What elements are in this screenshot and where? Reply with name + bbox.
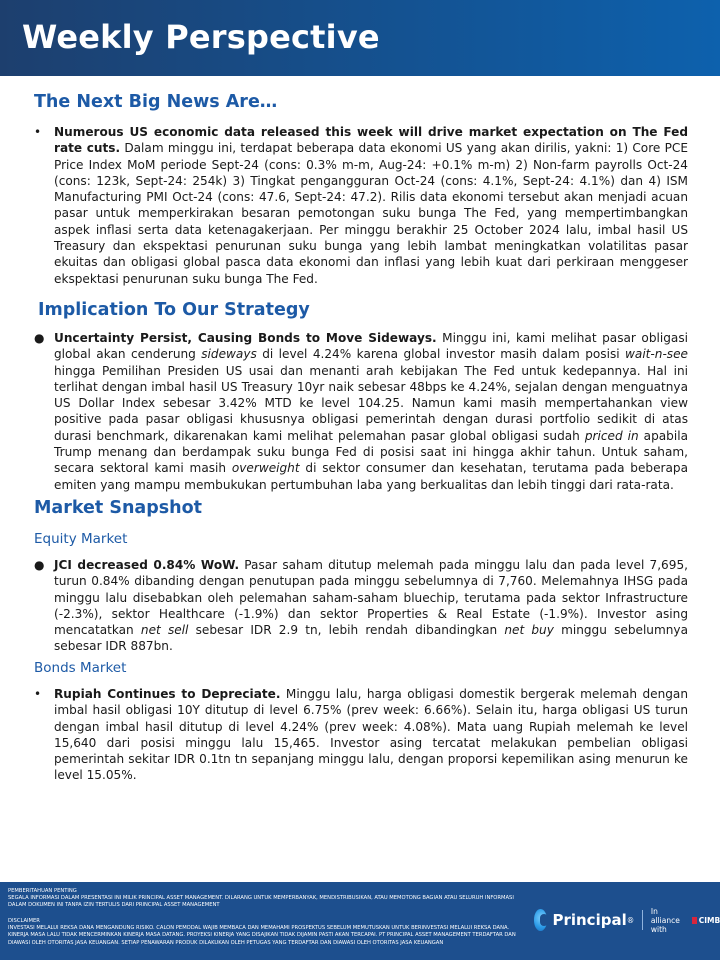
strategy-body-1: Minggu ini, kami melihat pasar obligasi global akan cenderung <box>54 331 688 362</box>
equity-lead: JCI decreased 0.84% WoW. <box>54 558 240 572</box>
bonds-body: Minggu lalu, harga obligasi domestik bergerak melemah dengan imbal hasil obligasi 10Y ditutup di level 6.75% (prev week: 6.66%). Selain itu, harga obligasi US turun dengan imbal hasil ditutup di level 4.24% (prev week: 4.08%). Mata uang Rupiah melemah ke level 15,640 dari posisi minggu lalu 15,465. Investor asing tercatat melakukan pembelian obligasi pemerintah sekitar IDR 0.1tn tn sepanjang minggu lalu, dengan proporsi kepemilikan asing menurun ke level 15.05%. <box>54 687 688 783</box>
bonds-bullet <box>34 686 688 784</box>
principal-logo <box>534 907 720 933</box>
strategy-em-2: wait-n-see <box>625 347 688 362</box>
news-bullet <box>34 124 688 287</box>
strategy-bullet <box>34 330 688 493</box>
strategy-em-1: sideways <box>201 347 257 362</box>
cimb-logo-icon <box>692 917 697 924</box>
footer-disclaimer-title: DISCLAIMER <box>8 918 40 924</box>
equity-em-1: net sell <box>140 623 189 638</box>
news-lead: Numerous US economic data released this week will drive market expectation on The Fed rate cuts. <box>54 125 688 156</box>
bonds-subtitle: Bonds Market <box>34 660 127 676</box>
bullet-icon: ● <box>34 331 45 345</box>
bonds-paragraph <box>54 686 688 784</box>
strategy-em-4: overweight <box>231 461 300 476</box>
footer-notice-body: SEGALA INFORMASI DALAM PRESENTASI INI MILIK PRINCIPAL ASSET MANAGEMENT. DILARANG UNTUK MEMPERBANYAK, MENDISTRIBUSIKAN, ATAU MEMOTONG BAGIAN ATAU SELURUH INFORMASI DALAM DOKUMEN INI TANPA IZIN TERTULIS DARI PRINCIPAL ASSET MANAGEMENT <box>8 895 514 909</box>
bonds-lead: Rupiah Continues to Depreciate. <box>54 687 281 701</box>
logo-divider <box>642 910 643 930</box>
cimb-logo-word: CIMB <box>698 915 720 925</box>
equity-em-2: net buy <box>504 623 554 638</box>
strategy-section-title: Implication To Our Strategy <box>38 300 310 320</box>
strategy-lead: Uncertainty Persist, Causing Bonds to Move Sideways. <box>54 331 437 345</box>
strategy-body-2: di level 4.24% karena global investor masih dalam posisi <box>256 347 626 362</box>
principal-logo-icon <box>534 909 547 931</box>
footer-notice-title: PEMBERITAHUAN PENTING <box>8 888 77 894</box>
footer-disclaimer <box>8 918 528 947</box>
bullet-icon: • <box>34 687 42 701</box>
strategy-body-3: hingga Pemilihan Presiden US usai dan menanti arah kebijakan The Fed untuk kedepannya. Hal ini terlihat dengan imbal hasil US Treasury 10yr naik sebesar 48bps ke 4.24%, sejalan dengan menguatnya US Dollar Index sebesar 3.42% MTD ke level 104.25. Namun kami masih mempertahankan view positive pada pasar obligasi khususnya obligasi pemerintah dengan durasi portfolio sedikit di atas durasi benchmark, dikarenakan kami melihat pelemahan pasar global obligasi sudah <box>54 363 688 443</box>
strategy-paragraph <box>54 330 688 493</box>
equity-bullet <box>34 557 688 655</box>
equity-paragraph <box>54 557 688 655</box>
strategy-body-5: di sektor consumer dan kesehatan, terutama pada beberapa emiten yang mampu membukukan pertumbuhan laba yang berkualitas dan lebih tinggi dari rata-rata. <box>54 461 688 492</box>
bullet-icon: ● <box>34 558 45 572</box>
equity-body-3: minggu sebelumnya sebesar IDR 887bn. <box>54 623 688 654</box>
registered-mark: ® <box>626 915 635 925</box>
principal-logo-word: Principal <box>552 911 627 929</box>
alliance-text: In alliance with <box>650 906 680 934</box>
news-section-title: The Next Big News Are… <box>34 92 278 112</box>
strategy-em-3: priced in <box>584 428 639 443</box>
equity-body-2: sebesar IDR 2.9 tn, lebih rendah dibandingkan <box>188 623 505 638</box>
snapshot-section-title: Market Snapshot <box>34 498 203 518</box>
equity-body-1: Pasar saham ditutup melemah pada minggu lalu dan pada level 7,695, turun 0.84% dibanding dengan penutupan pada minggu sebelumnya di 7,760. Melemahnya IHSG pada minggu lalu disebabkan oleh pelemahan saham-saham bluechip, terutama pada sektor Infrastructure (-2.3%), sektor Healthcare (-1.9%) dan sektor Properties & Real Estate (-1.9%). Investor asing mencatatkan <box>54 558 688 638</box>
strategy-body-4: apabila Trump menang dan berdampak suku bunga Fed di posisi saat ini hingga akhir tahun. Untuk saham, secara sektoral kami masih <box>54 428 688 476</box>
footer-disclaimer-body: INVESTASI MELALUI REKSA DANA MENGANDUNG RISIKO. CALON PEMODAL WAJIB MEMBACA DAN MEMAHAMI PROSPEKTUS SEBELUM MEMUTUSKAN UNTUK BERINVESTASI MELALUI REKSA DANA. KINERJA MASA LALU TIDAK MENCERMINKAN KINERJA MASA DATANG. PROYEKSI KINERJA YANG DISAJIKAN TIDAK DIJAMIN PASTI AKAN TERCAPAI. PT PRINCIPAL ASSET MANAGEMENT TERDAFTAR DAN DIAWASI OLEH OTORITAS JASA KEUANGAN. SETIAP PENAWARAN PRODUK DILAKUKAN OLEH PETUGAS YANG TERDAFTAR DAN DIAWASI OLEH OTORITAS JASA KEUANGAN <box>8 925 516 946</box>
bullet-icon: • <box>34 125 42 139</box>
footer-notice <box>8 888 528 910</box>
page-header <box>0 0 720 76</box>
news-paragraph <box>54 124 688 287</box>
page-title: Weekly Perspective <box>22 18 380 56</box>
news-body: Dalam minggu ini, terdapat beberapa data ekonomi US yang akan dirilis, yakni: 1) Core PCE Price Index MoM periode Sept-24 (cons: 0.3% m-m, Aug-24: +0.1% m-m) 2) Non-farm payrolls Oct-24 (cons: 123k, Sept-24: 254k) 3) Tingkat pengangguran Oct-24 (cons: 4.1%, Sept-24: 4.1%) dan 4) ISM Manufacturing PMI Oct-24 (cons: 47.6, Sept-24: 47.2). Rilis data ekonomi tersebut akan menjadi acuan pasar untuk memperkirakan besaran pemotongan suku bunga The Fed, yang mempertimbangkan aspek inflasi serta data ketenagakerjaan. Per minggu berakhir 25 October 2024 lalu, imbal hasil US Treasury dan ekspektasi penurunan suku bunga yang lebih lambat meningkatkan volatilitas pasar ekuitas dan obligasi global pasca data ekonomi dan inflasi yang lebih kuat dari perkiraan menggeser ekspektasi penurunan suku bunga The Fed. <box>54 141 688 286</box>
equity-subtitle: Equity Market <box>34 531 128 547</box>
